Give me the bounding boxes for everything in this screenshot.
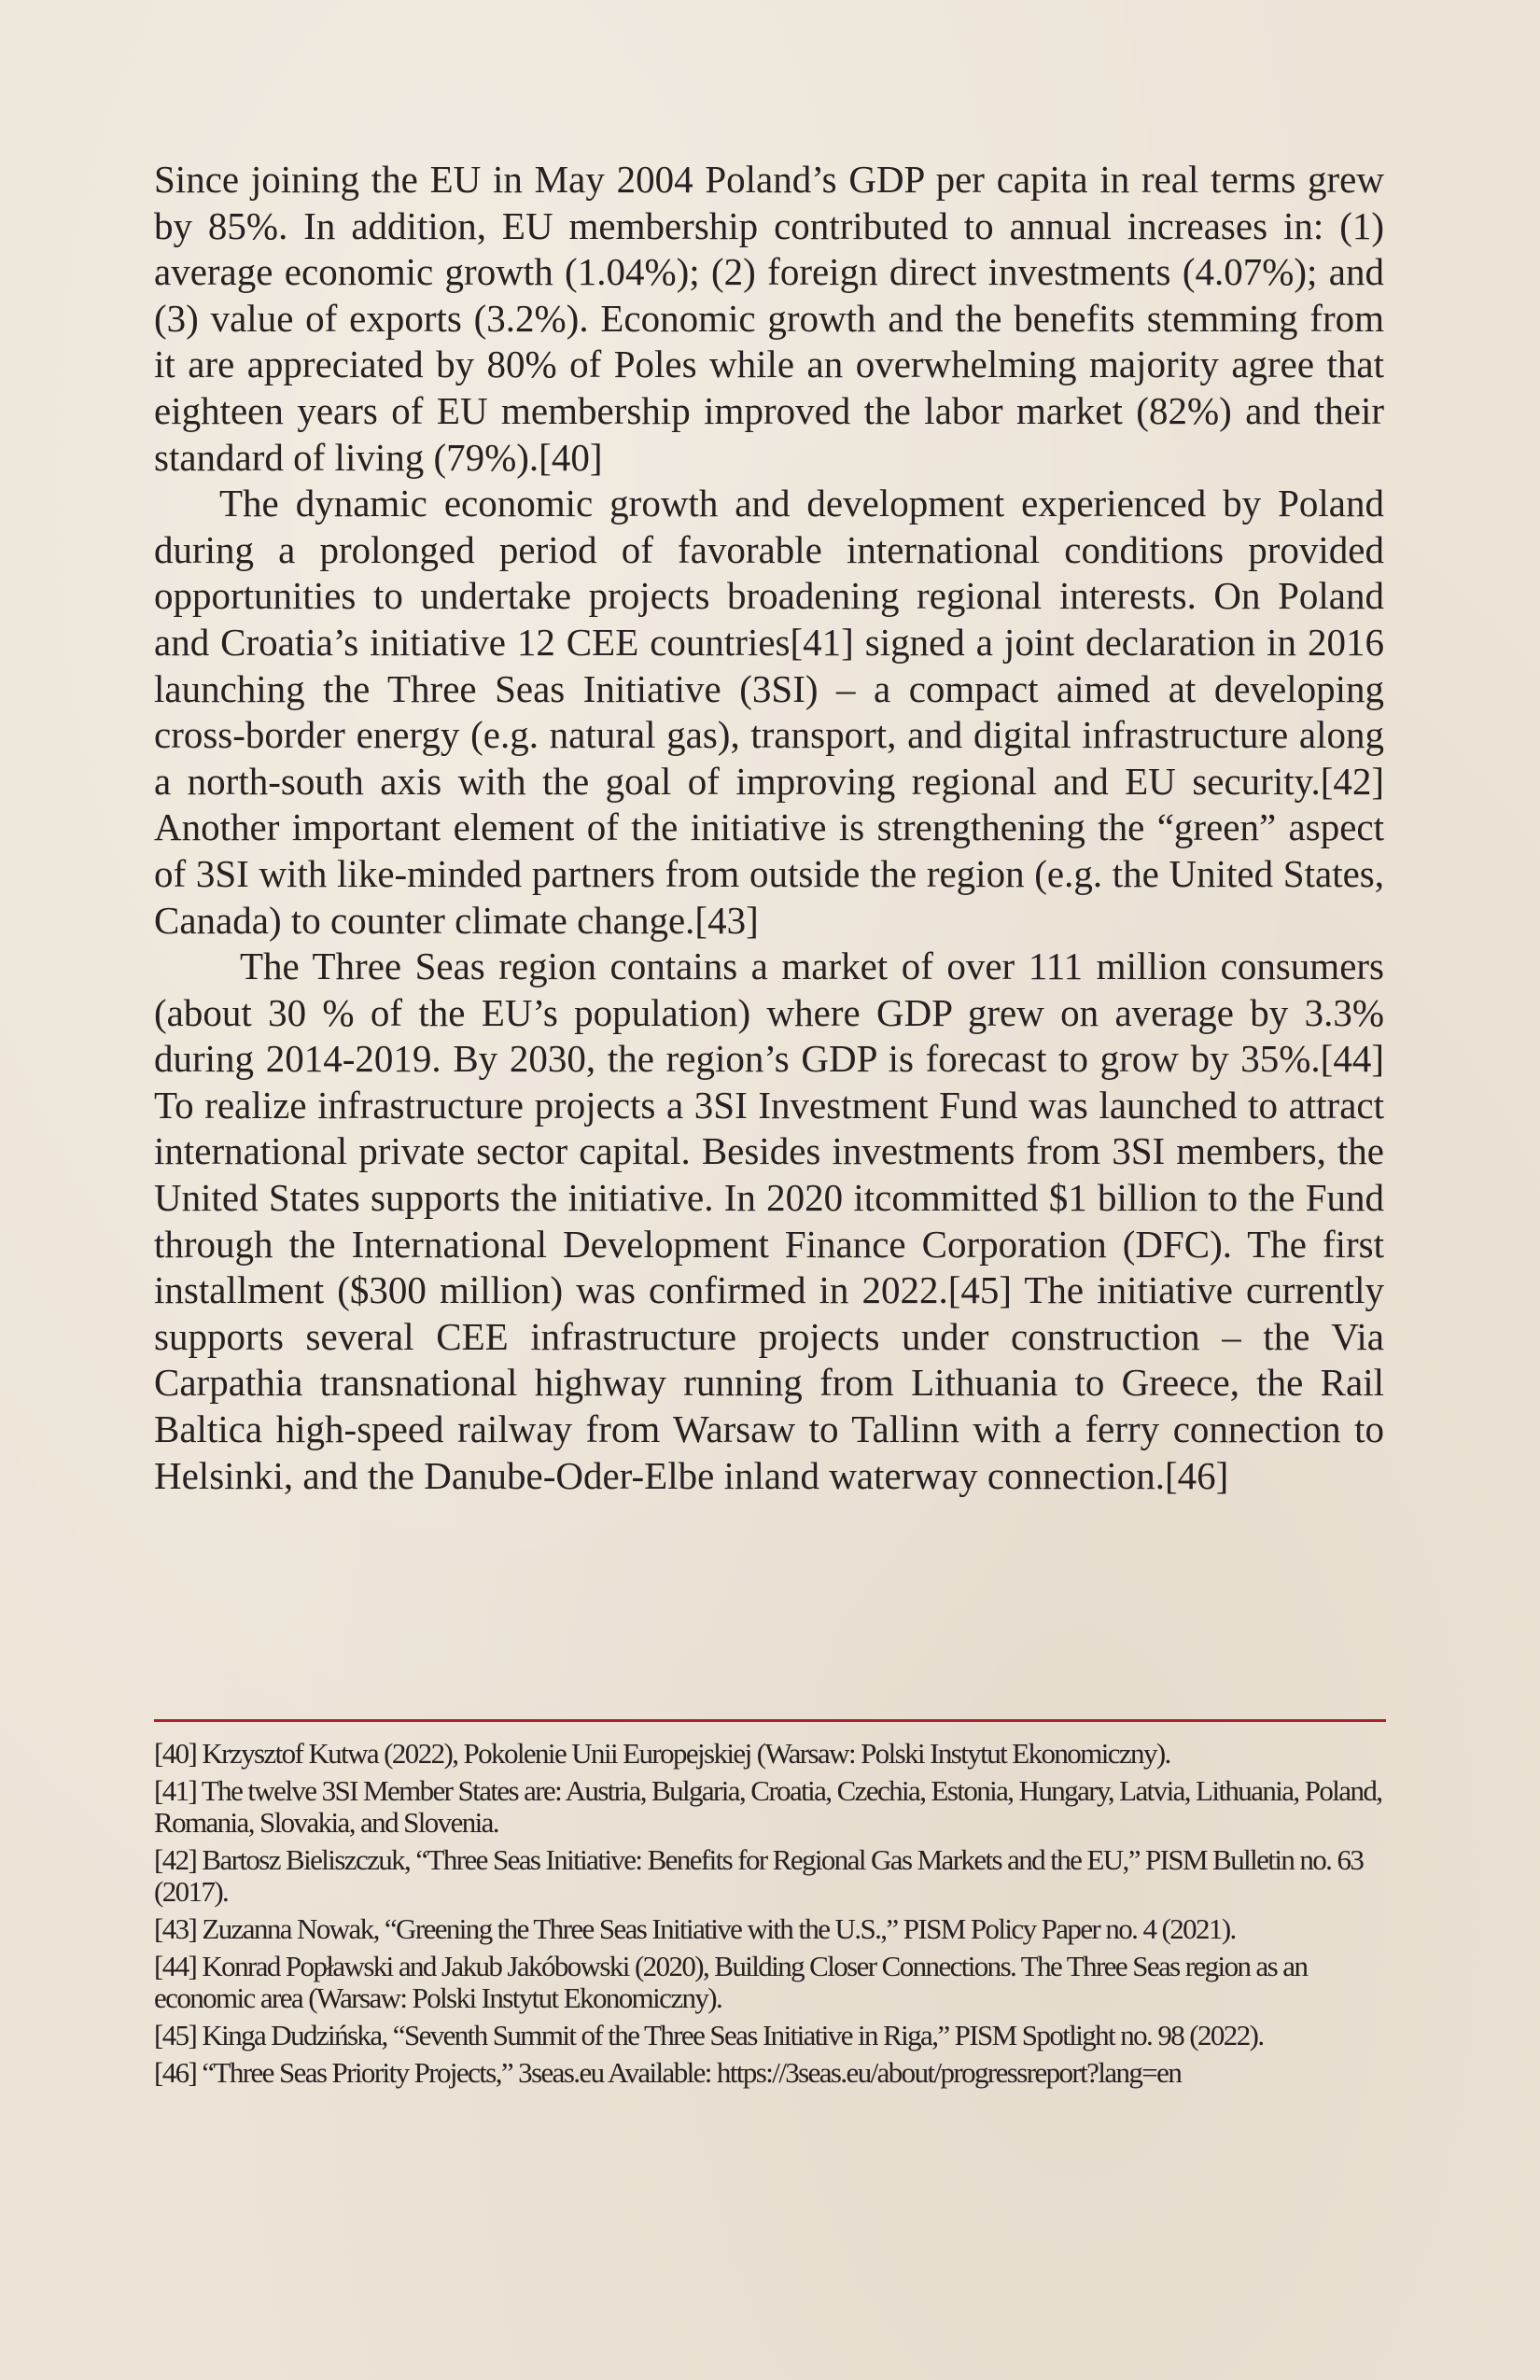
footnote-45: [45] Kinga Dudzińska, “Seventh Summit of the Three Seas Initiative in Riga,” PISM Spotlight no. 98 (2022).	[154, 2019, 1264, 2051]
paragraph-2: The dynamic economic growth and development experienced by Poland during a prolonged period of favorable international conditions provided opportunities to undertake projects broadening regional interests. On Poland and Croatia’s initiative 12 CEE countries[41] signed a joint declaration in 2016 launching the Three Seas Initiative (3SI) – a compact aimed at developing cross-border energy (e.g. natural gas), transport, and digital infrastructure along a north-south axis with the goal of improving regional and EU security.[42] Another important element of the initiative is strengthening the “green” aspect of 3SI with like-minded partners from outside the region (e.g. the United States, Canada) to counter climate change.[43]	[154, 482, 1384, 942]
paragraph-3: The Three Seas region contains a market of over 111 million consumers (about 30 % of the EU’s population) where GDP grew on average by 3.3% during 2014-2019. By 2030, the region’s GDP is forecast to grow by 35%.[44] To realize infrastructure projects a 3SI Investment Fund was launched to attract international private sector capital. Besides investments from 3SI members, the United States supports the initiative. In 2020 itcommitted $1 billion to the Fund through the International Development Finance Corporation (DFC). The first installment ($300 million) was confirmed in 2022.[45] The initiative currently supports several CEE infrastructure projects under construction – the Via Carpathia transnational highway running from Lithuania to Greece, the Rail Baltica high-speed railway from Warsaw to Tallinn with a ferry connection to Helsinki, and the Danube-Oder-Elbe inland waterway connection.[46]	[154, 945, 1384, 1497]
paragraph-1: Since joining the EU in May 2004 Poland’s GDP per capita in real terms grew by 85%. In addition, EU membership contributed to annual increases in: (1) average economic growth (1.04%); (2) foreign direct investments (4.07%); and (3) value of exports (3.2%). Economic growth and the benefits stemming from it are appreciated by 80% of Poles while an overwhelming majority agree that eighteen years of EU membership improved the labor market (82%) and their standard of living (79%).[40]	[154, 158, 1384, 479]
main-text	[154, 157, 1384, 1499]
footnote-divider	[154, 1719, 1386, 1722]
footnote-40: [40] Krzysztof Kutwa (2022), Pokolenie Unii Europejskiej (Warsaw: Polski Instytut Ekonomiczny).	[154, 1737, 1170, 1770]
footnote-44: [44] Konrad Popławski and Jakub Jakóbowski (2020), Building Closer Connections. The Three Seas region as an economic area (Warsaw: Polski Instytut Ekonomiczny).	[154, 1950, 1308, 2014]
footnotes	[154, 1738, 1386, 2094]
footnote-43: [43] Zuzanna Nowak, “Greening the Three Seas Initiative with the U.S.,” PISM Policy Paper no. 4 (2021).	[154, 1912, 1236, 1945]
footnote-42: [42] Bartosz Bieliszczuk, “Three Seas Initiative: Benefits for Regional Gas Markets and the EU,” PISM Bulletin no. 63 (2017).	[154, 1843, 1364, 1908]
footnote-46: [46] “Three Seas Priority Projects,” 3seas.eu Available: https://3seas.eu/about/progressreport?lang=en	[154, 2056, 1182, 2089]
footnote-41: [41] The twelve 3SI Member States are: Austria, Bulgaria, Croatia, Czechia, Estonia, Hungary, Latvia, Lithuania, Poland, Romania, Slovakia, and Slovenia.	[154, 1774, 1382, 1839]
